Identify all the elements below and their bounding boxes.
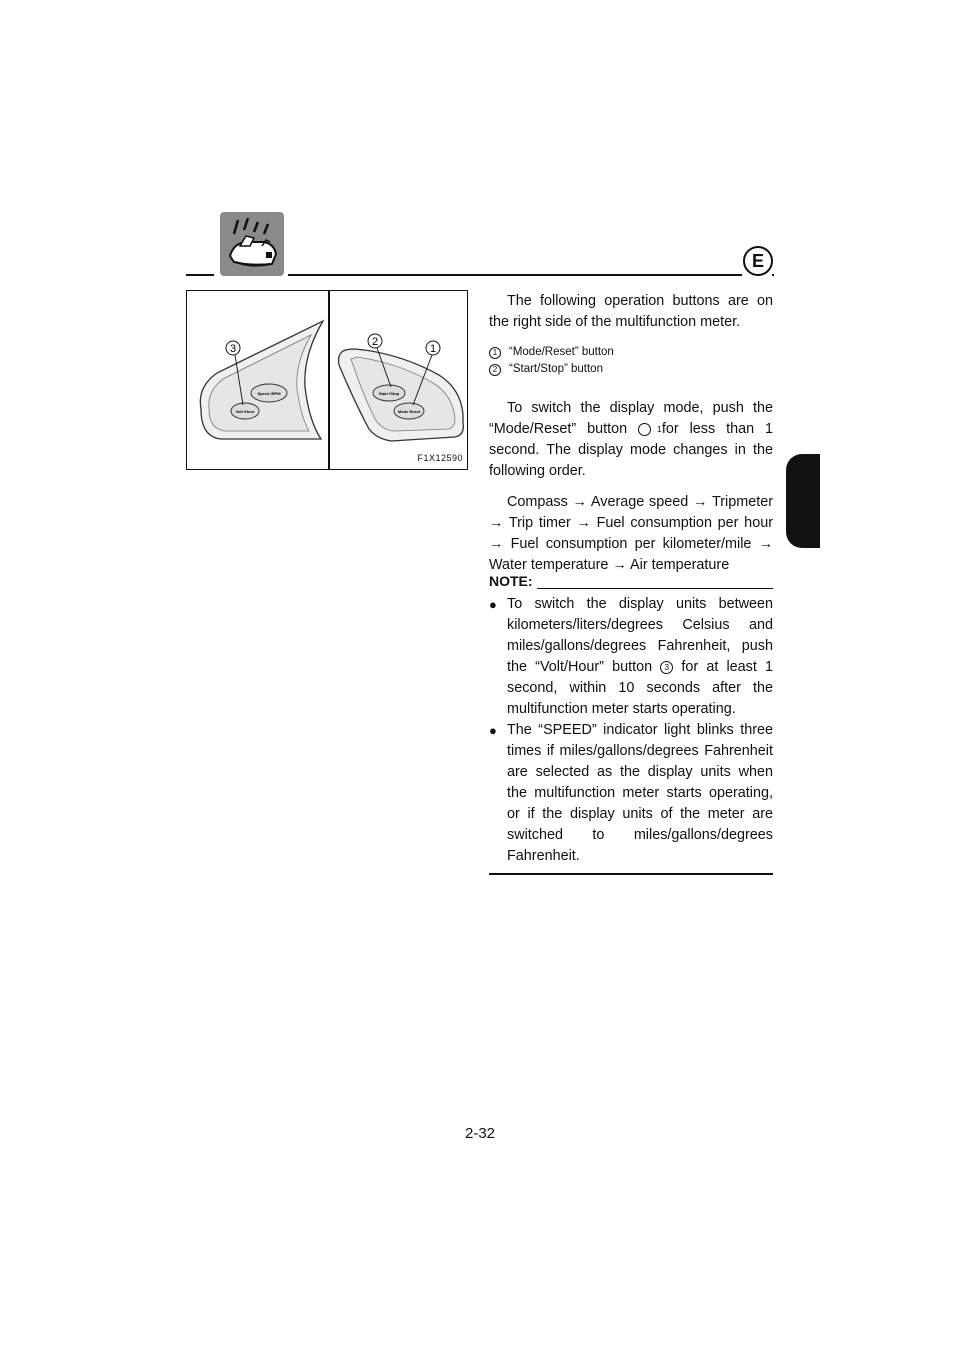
legend-label: “Mode/Reset” button	[509, 346, 614, 358]
callout-1: 1	[429, 343, 437, 355]
note-bullet: ● The “SPEED” indicator light blinks three times if miles/gallons/degrees Fahrenheit are selected as the display units when the multifunction meter starts operating, or if the display units of the meter are switched to miles/gallons/degrees Fahrenheit.	[489, 720, 773, 867]
speed-rpm-label: Speed /RPM	[257, 391, 281, 396]
volt-hour-label: Volt /Hour	[235, 409, 255, 414]
legend-item	[489, 361, 773, 378]
bullet-icon: ●	[489, 723, 497, 738]
bullet-icon: ●	[489, 597, 497, 612]
meter-buttons-figure	[186, 290, 468, 470]
note-rule	[537, 588, 773, 590]
note-end-rule	[489, 873, 773, 875]
note-bullet: ● To switch the display units between kilometers/liters/degrees Celsius and miles/gallons/degrees Fahrenheit, push the “Volt/Hour” button 3 for at least 1 second, within 10 seconds after the multifunction meter starts operating.	[489, 594, 773, 720]
start-stop-label: Start /Stop	[378, 391, 400, 396]
legend-label: “Start/Stop” button	[509, 363, 603, 375]
watercraft-logo-icon	[220, 212, 284, 276]
meter-panels-illustration	[187, 291, 469, 471]
intro-paragraph: The following operation buttons are on the right side of the multifunction meter.	[489, 293, 773, 330]
callout-3: 3	[229, 343, 237, 355]
inline-callout: 1	[638, 423, 651, 436]
language-tab: E	[743, 246, 773, 276]
button-legend	[489, 344, 773, 378]
legend-number: 2	[489, 364, 501, 376]
switch-mode-paragraph: To switch the display mode, push the “Mode/Reset” button 1 for less than 1 second. The display mode changes in the following order.	[489, 400, 774, 479]
header-rule-end	[772, 274, 774, 276]
page-number: 2-32	[464, 1125, 496, 1142]
mode-reset-label: Mode Reset	[397, 409, 421, 414]
legend-number: 1	[489, 347, 501, 359]
inline-callout: 3	[660, 661, 673, 674]
figure-code: F1X12590	[417, 453, 463, 463]
callout-2: 2	[371, 336, 379, 348]
legend-item	[489, 344, 773, 361]
note-heading: NOTE:	[489, 571, 773, 592]
header-rule-left	[186, 274, 214, 276]
display-order-paragraph: Compass → Average speed → Tripmeter → Trip timer → Fuel consumption per hour → Fuel consumption per kilometer/mile → Water temperature → Air temperature	[489, 494, 773, 573]
chapter-side-tab	[786, 454, 820, 548]
note-block	[489, 571, 773, 875]
header-rule-right	[288, 274, 742, 276]
